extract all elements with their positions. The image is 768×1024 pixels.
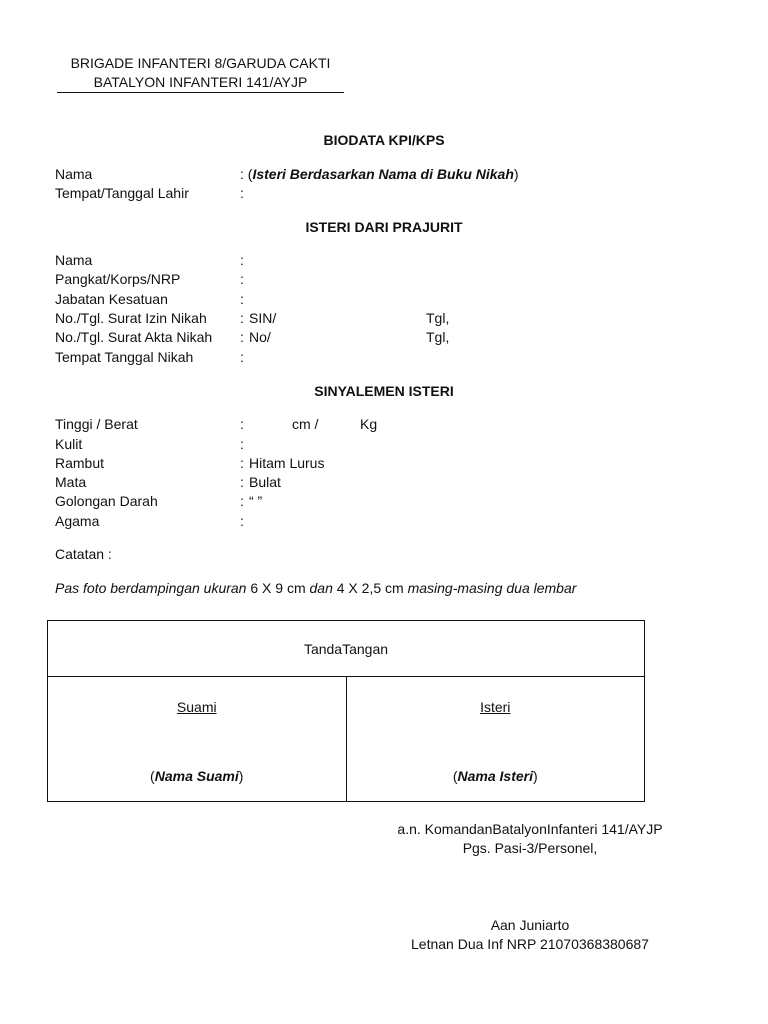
field-colon: : xyxy=(240,291,244,307)
field-label: Kulit xyxy=(55,436,83,452)
field-label: No./Tgl. Surat Akta Nikah xyxy=(55,329,213,345)
husband-name: (Nama Suami) xyxy=(150,768,244,784)
husband-signature-cell xyxy=(48,677,347,802)
wife-role: Isteri xyxy=(480,699,511,715)
field-colon: : xyxy=(240,252,244,268)
field-label: Tempat Tanggal Nikah xyxy=(55,349,194,365)
weight-unit: Kg xyxy=(360,416,378,432)
field-label-nama: Nama xyxy=(55,166,93,182)
wife-name: (Nama Isteri) xyxy=(452,768,538,784)
unit-battalion: BATALYON INFANTERI 141/AYJP xyxy=(93,74,308,90)
field-label: Tinggi / Berat xyxy=(55,416,138,432)
field-value-tgl: Tgl, xyxy=(426,329,450,345)
field-value-blood-type: “ ” xyxy=(249,493,263,509)
field-label: Golongan Darah xyxy=(55,493,158,509)
field-colon: : xyxy=(240,416,244,432)
wife-signature-cell xyxy=(346,677,645,802)
signer-name: Aan Juniarto xyxy=(490,917,570,933)
section-title-soldier: ISTERI DARI PRAJURIT xyxy=(305,219,463,235)
field-colon: : xyxy=(240,474,244,490)
field-label: Jabatan Kesatuan xyxy=(55,291,168,307)
field-colon: : xyxy=(240,455,244,471)
field-colon: : (Isteri Berdasarkan Nama di Buku Nikah) xyxy=(240,166,519,182)
section-title-description: SINYALEMEN ISTERI xyxy=(314,383,454,399)
field-colon: : xyxy=(240,349,244,365)
document-title: BIODATA KPI/KPS xyxy=(323,132,445,148)
field-label: Nama xyxy=(55,252,93,268)
signature-table-header: TandaTangan xyxy=(48,621,645,677)
field-value-tgl: Tgl, xyxy=(426,310,450,326)
signature-table xyxy=(47,620,645,802)
photo-note: Pas foto berdampingan ukuran 6 X 9 cm dan 4 X 2,5 cm masing-masing dua lembar xyxy=(55,580,577,596)
husband-role: Suami xyxy=(176,699,217,715)
field-colon: : xyxy=(240,329,244,345)
field-colon: : xyxy=(240,310,244,326)
field-value-eyes: Bulat xyxy=(249,474,281,490)
field-label: Pangkat/Korps/NRP xyxy=(55,271,181,287)
wife-name-placeholder: (Isteri Berdasarkan Nama di Buku Nikah) xyxy=(247,166,519,182)
field-label: No./Tgl. Surat Izin Nikah xyxy=(55,310,207,326)
field-label-tempat-tanggal-lahir: Tempat/Tanggal Lahir xyxy=(55,185,189,201)
field-colon: : xyxy=(240,436,244,452)
field-colon: : xyxy=(240,185,244,201)
field-label: Agama xyxy=(55,513,100,529)
signer-rank: Letnan Dua Inf NRP 21070368380687 xyxy=(411,936,649,952)
authority-line: a.n. KomandanBatalyonInfanteri 141/AYJP xyxy=(397,821,663,837)
field-value-sin: SIN/ xyxy=(249,310,277,326)
field-colon: : xyxy=(240,493,244,509)
field-value-no: No/ xyxy=(249,329,271,345)
unit-brigade: BRIGADE INFANTERI 8/GARUDA CAKTI xyxy=(70,55,331,71)
field-colon: : xyxy=(240,271,244,287)
header-underline xyxy=(57,92,344,93)
field-label: Mata xyxy=(55,474,87,490)
field-colon: : xyxy=(240,513,244,529)
height-unit: cm / xyxy=(292,416,319,432)
field-label: Rambut xyxy=(55,455,105,471)
notes-label: Catatan : xyxy=(55,546,112,562)
authority-position: Pgs. Pasi-3/Personel, xyxy=(462,840,598,856)
field-value-hair: Hitam Lurus xyxy=(249,455,325,471)
